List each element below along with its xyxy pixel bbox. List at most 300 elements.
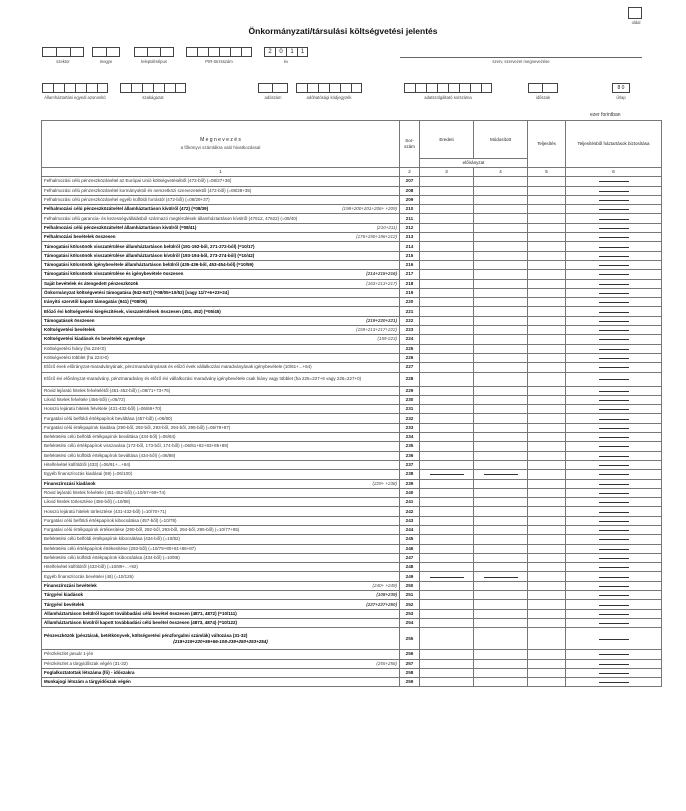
value-cell-col4[interactable] xyxy=(474,516,528,525)
value-cell-col6[interactable] xyxy=(566,572,662,581)
table-row xyxy=(42,442,662,451)
page-number-label: oldal xyxy=(631,20,641,25)
value-cell-col4[interactable] xyxy=(474,591,528,600)
value-cell-col5[interactable] xyxy=(528,214,566,223)
blocked-cell-mark xyxy=(430,470,464,475)
value-cell-col3[interactable] xyxy=(420,223,474,232)
row-label: Előző évi előirányzat-maradvány, pénzmaradvány és előző évi vállalkozási maradvány igénybevétele csak hiány vagy többlet (ha 225=227+6 vagy 226=227+0) xyxy=(42,372,400,386)
value-cell-col6[interactable] xyxy=(566,298,662,307)
value-cell-col3[interactable] xyxy=(420,251,474,260)
value-cell-col5[interactable] xyxy=(528,298,566,307)
value-cell-col6[interactable] xyxy=(566,628,662,650)
row-label: Foglalkoztatottak létszáma (fő) - időszakra xyxy=(42,668,400,677)
value-cell-col4[interactable] xyxy=(474,414,528,423)
table-row xyxy=(42,581,662,590)
value-cell-col3[interactable] xyxy=(420,195,474,204)
value-cell-col4[interactable] xyxy=(474,442,528,451)
value-cell-col5[interactable] xyxy=(528,386,566,395)
value-cell-col4[interactable] xyxy=(474,628,528,650)
value-cell-col6[interactable] xyxy=(566,344,662,353)
value-cell-col3[interactable] xyxy=(420,507,474,516)
blocked-cell-mark xyxy=(599,243,629,248)
value-cell-col6[interactable] xyxy=(566,600,662,609)
value-cell-col5[interactable] xyxy=(528,195,566,204)
value-cell-col4[interactable] xyxy=(474,223,528,232)
value-cell-col3[interactable] xyxy=(420,516,474,525)
sorszam-field[interactable] xyxy=(404,83,492,93)
value-cell-col3[interactable] xyxy=(420,678,474,687)
blocked-cell-mark xyxy=(599,415,629,420)
row-label: Támogatási kölcsönök visszatérülése államháztartáson belülről (191-192-ből, 271-272-ből) (=10/17) xyxy=(42,242,400,251)
value-cell-col5[interactable] xyxy=(528,535,566,544)
value-cell-col6[interactable] xyxy=(566,659,662,668)
page-number-box[interactable] xyxy=(628,7,642,19)
value-cell-col6[interactable] xyxy=(566,223,662,232)
col-header-haztartasi: Teljesítésből háztartások biztosítása xyxy=(566,121,662,168)
value-cell-col6[interactable] xyxy=(566,363,662,372)
value-cell-col6[interactable] xyxy=(566,433,662,442)
value-cell-col4[interactable] xyxy=(474,507,528,516)
value-cell-col3[interactable] xyxy=(420,177,474,186)
table-row xyxy=(42,395,662,404)
value-cell-col6[interactable] xyxy=(566,479,662,488)
value-cell-col6[interactable] xyxy=(566,618,662,627)
value-cell-col5[interactable] xyxy=(528,307,566,316)
value-cell-col4[interactable] xyxy=(474,316,528,325)
table-row xyxy=(42,479,662,488)
row-label: Támogatási kölcsönök visszatérülése és igénybevétele összesen (214+215+216) xyxy=(42,270,400,279)
row-number: 259 xyxy=(400,678,420,687)
value-cell-col4[interactable] xyxy=(474,288,528,297)
value-cell-col6[interactable] xyxy=(566,251,662,260)
value-cell-col5[interactable] xyxy=(528,553,566,562)
value-cell-col5[interactable] xyxy=(528,507,566,516)
value-cell-col3[interactable] xyxy=(420,214,474,223)
blocked-cell-mark xyxy=(599,335,629,340)
row-label: Befektetési célú külföldi értékpapírok kibocsátása (434-ből) (=10/86) xyxy=(42,553,400,562)
row-number: 251 xyxy=(400,591,420,600)
value-cell-col5[interactable] xyxy=(528,563,566,572)
value-cell-col6[interactable] xyxy=(566,668,662,677)
value-cell-col5[interactable] xyxy=(528,288,566,297)
value-cell-col5[interactable] xyxy=(528,628,566,650)
value-cell-col3[interactable] xyxy=(420,423,474,432)
value-cell-col6[interactable] xyxy=(566,405,662,414)
row-label: Munkajogi létszám a tárgyidőszak végén xyxy=(42,678,400,687)
value-cell-col4[interactable] xyxy=(474,433,528,442)
value-cell-col5[interactable] xyxy=(528,372,566,386)
value-cell-col4[interactable] xyxy=(474,214,528,223)
table-row xyxy=(42,507,662,516)
value-cell-col3[interactable] xyxy=(420,260,474,269)
value-cell-col3[interactable] xyxy=(420,668,474,677)
value-cell-col4[interactable] xyxy=(474,525,528,534)
urlap-field[interactable] xyxy=(612,83,630,93)
value-cell-col5[interactable] xyxy=(528,177,566,186)
value-cell-col4[interactable] xyxy=(474,553,528,562)
value-cell-col4[interactable] xyxy=(474,395,528,404)
value-cell-col3[interactable] xyxy=(420,451,474,460)
row-label: Irányító szervtől kapott támogatás (941) (=08/05) xyxy=(42,298,400,307)
value-cell-col3[interactable] xyxy=(420,498,474,507)
value-cell-col3[interactable] xyxy=(420,535,474,544)
row-label: Támogatások összesen (219+220+221) xyxy=(42,316,400,325)
value-cell-col4[interactable] xyxy=(474,535,528,544)
blocked-cell-mark xyxy=(484,470,518,475)
value-cell-col4[interactable] xyxy=(474,572,528,581)
value-cell-col5[interactable] xyxy=(528,442,566,451)
value-cell-col4[interactable] xyxy=(474,460,528,469)
value-cell-col3[interactable] xyxy=(420,488,474,497)
value-cell-col5[interactable] xyxy=(528,233,566,242)
value-cell-col6[interactable] xyxy=(566,316,662,325)
blocked-cell-mark xyxy=(599,224,629,229)
value-cell-col6[interactable] xyxy=(566,186,662,195)
value-cell-col3[interactable] xyxy=(420,553,474,562)
value-cell-col3[interactable] xyxy=(420,650,474,659)
value-cell-col3[interactable] xyxy=(420,609,474,618)
value-cell-col5[interactable] xyxy=(528,609,566,618)
org-name-label: szerv, szervezet megnevezése xyxy=(492,59,550,64)
value-cell-col6[interactable] xyxy=(566,233,662,242)
value-cell-col3[interactable] xyxy=(420,628,474,650)
value-cell-col6[interactable] xyxy=(566,553,662,562)
value-cell-col4[interactable] xyxy=(474,650,528,659)
value-cell-col5[interactable] xyxy=(528,395,566,404)
value-cell-col6[interactable] xyxy=(566,242,662,251)
table-row xyxy=(42,214,662,223)
value-cell-col6[interactable] xyxy=(566,414,662,423)
value-cell-col3[interactable] xyxy=(420,395,474,404)
value-cell-col5[interactable] xyxy=(528,270,566,279)
value-cell-col4[interactable] xyxy=(474,659,528,668)
value-cell-col5[interactable] xyxy=(528,423,566,432)
telepulestipus-field[interactable] xyxy=(134,47,174,57)
row-number: 227 xyxy=(400,363,420,372)
value-cell-col4[interactable] xyxy=(474,298,528,307)
table-row xyxy=(42,223,662,232)
value-cell-col6[interactable] xyxy=(566,270,662,279)
value-cell-col4[interactable] xyxy=(474,279,528,288)
value-cell-col5[interactable] xyxy=(528,600,566,609)
value-cell-col5[interactable] xyxy=(528,405,566,414)
value-cell-col5[interactable] xyxy=(528,678,566,687)
table-row xyxy=(42,563,662,572)
value-cell-col4[interactable] xyxy=(474,405,528,414)
szakagazat-field[interactable] xyxy=(120,83,186,93)
row-formula: (214+215+216) xyxy=(366,271,397,277)
value-cell-col4[interactable] xyxy=(474,451,528,460)
blocked-cell-mark xyxy=(599,591,629,596)
blocked-cell-mark xyxy=(599,489,629,494)
value-cell-col3[interactable] xyxy=(420,307,474,316)
value-cell-col4[interactable] xyxy=(474,195,528,204)
row-number: 231 xyxy=(400,405,420,414)
value-cell-col5[interactable] xyxy=(528,581,566,590)
value-cell-col4[interactable] xyxy=(474,186,528,195)
value-cell-col5[interactable] xyxy=(528,516,566,525)
value-cell-col3[interactable] xyxy=(420,242,474,251)
row-label: Befektetési célú értékpapírok értékesítése (293-ből) (=10/79+80+81+86+87) xyxy=(42,544,400,553)
szektor-field[interactable] xyxy=(42,47,84,57)
value-cell-col4[interactable] xyxy=(474,678,528,687)
value-cell-col6[interactable] xyxy=(566,395,662,404)
value-cell-col6[interactable] xyxy=(566,678,662,687)
value-cell-col3[interactable] xyxy=(420,344,474,353)
value-cell-col3[interactable] xyxy=(420,442,474,451)
row-number: 241 xyxy=(400,498,420,507)
ahaz-id-field[interactable] xyxy=(42,83,108,93)
value-cell-col3[interactable] xyxy=(420,581,474,590)
value-cell-col5[interactable] xyxy=(528,498,566,507)
blocked-cell-mark xyxy=(599,660,629,665)
value-cell-col6[interactable] xyxy=(566,288,662,297)
pir-label: PIR-törzsszám xyxy=(205,59,233,64)
table-row xyxy=(42,205,662,214)
value-cell-col3[interactable] xyxy=(420,372,474,386)
value-cell-col4[interactable] xyxy=(474,498,528,507)
value-cell-col5[interactable] xyxy=(528,316,566,325)
value-cell-col4[interactable] xyxy=(474,205,528,214)
value-cell-col3[interactable] xyxy=(420,205,474,214)
value-cell-col6[interactable] xyxy=(566,195,662,204)
value-cell-col4[interactable] xyxy=(474,488,528,497)
value-cell-col3[interactable] xyxy=(420,659,474,668)
row-number: 207 xyxy=(400,177,420,186)
row-label: Felhalmozási célú pénzeszközátvétel államháztartáson kívülről (=08/41) (210+211) xyxy=(42,223,400,232)
row-label: Hitelfelvétel külföldről (433) (=06/91+...+94) xyxy=(42,460,400,469)
row-number: 216 xyxy=(400,260,420,269)
value-cell-col3[interactable] xyxy=(420,563,474,572)
value-cell-col3[interactable] xyxy=(420,279,474,288)
value-cell-col6[interactable] xyxy=(566,326,662,335)
value-cell-col6[interactable] xyxy=(566,353,662,362)
value-cell-col4[interactable] xyxy=(474,563,528,572)
row-label: Költségvetési többlet (ha 224>0) xyxy=(42,353,400,362)
blocked-cell-mark xyxy=(599,233,629,238)
value-cell-col4[interactable] xyxy=(474,372,528,386)
value-cell-col6[interactable] xyxy=(566,507,662,516)
value-cell-col4[interactable] xyxy=(474,242,528,251)
value-cell-col4[interactable] xyxy=(474,618,528,627)
pir-field[interactable] xyxy=(186,47,252,57)
value-cell-col3[interactable] xyxy=(420,433,474,442)
value-cell-col4[interactable] xyxy=(474,668,528,677)
value-cell-col6[interactable] xyxy=(566,650,662,659)
value-cell-col4[interactable] xyxy=(474,177,528,186)
value-cell-col6[interactable] xyxy=(566,581,662,590)
value-cell-col5[interactable] xyxy=(528,479,566,488)
value-cell-col5[interactable] xyxy=(528,186,566,195)
table-row xyxy=(42,386,662,395)
value-cell-col4[interactable] xyxy=(474,544,528,553)
value-cell-col3[interactable] xyxy=(420,479,474,488)
value-cell-col6[interactable] xyxy=(566,451,662,460)
value-cell-col6[interactable] xyxy=(566,372,662,386)
value-cell-col5[interactable] xyxy=(528,344,566,353)
value-cell-col6[interactable] xyxy=(566,205,662,214)
value-cell-col6[interactable] xyxy=(566,591,662,600)
org-name-field[interactable] xyxy=(400,57,642,58)
adohatosagi-field[interactable] xyxy=(296,83,362,93)
value-cell-col3[interactable] xyxy=(420,600,474,609)
value-cell-col5[interactable] xyxy=(528,414,566,423)
value-cell-col4[interactable] xyxy=(474,260,528,269)
value-cell-col6[interactable] xyxy=(566,460,662,469)
row-number: 230 xyxy=(400,395,420,404)
value-cell-col5[interactable] xyxy=(528,650,566,659)
value-cell-col3[interactable] xyxy=(420,572,474,581)
value-cell-col3[interactable] xyxy=(420,460,474,469)
row-number: 224 xyxy=(400,335,420,344)
table-row xyxy=(42,307,662,316)
value-cell-col4[interactable] xyxy=(474,353,528,362)
value-cell-col6[interactable] xyxy=(566,525,662,534)
megye-field[interactable] xyxy=(92,47,120,57)
value-cell-col4[interactable] xyxy=(474,335,528,344)
value-cell-col5[interactable] xyxy=(528,618,566,627)
idoszak-field[interactable] xyxy=(528,83,558,93)
value-cell-col6[interactable] xyxy=(566,260,662,269)
table-row xyxy=(42,516,662,525)
value-cell-col6[interactable] xyxy=(566,563,662,572)
value-cell-col5[interactable] xyxy=(528,353,566,362)
value-cell-col6[interactable] xyxy=(566,488,662,497)
value-cell-col3[interactable] xyxy=(420,186,474,195)
blocked-cell-mark xyxy=(599,196,629,201)
table-row xyxy=(42,591,662,600)
value-cell-col5[interactable] xyxy=(528,251,566,260)
row-formula: (159-223) xyxy=(377,336,397,342)
row-label: Likvid hitelek törlesztése (456-ből) (=10/88) xyxy=(42,498,400,507)
value-cell-col5[interactable] xyxy=(528,335,566,344)
value-cell-col5[interactable] xyxy=(528,242,566,251)
value-cell-col3[interactable] xyxy=(420,335,474,344)
value-cell-col4[interactable] xyxy=(474,270,528,279)
value-cell-col4[interactable] xyxy=(474,581,528,590)
blocked-cell-mark xyxy=(599,461,629,466)
adoszam-field[interactable] xyxy=(258,83,288,93)
value-cell-col4[interactable] xyxy=(474,233,528,242)
value-cell-col6[interactable] xyxy=(566,335,662,344)
value-cell-col5[interactable] xyxy=(528,572,566,581)
value-cell-col4[interactable] xyxy=(474,344,528,353)
value-cell-col4[interactable] xyxy=(474,326,528,335)
row-label: Befektetési célú külföldi értékpapírok beváltása (434-ből) (=06/88) xyxy=(42,451,400,460)
value-cell-col5[interactable] xyxy=(528,659,566,668)
table-row xyxy=(42,668,662,677)
value-cell-col4[interactable] xyxy=(474,386,528,395)
value-cell-col3[interactable] xyxy=(420,270,474,279)
value-cell-col4[interactable] xyxy=(474,600,528,609)
value-cell-col3[interactable] xyxy=(420,363,474,372)
value-cell-col6[interactable] xyxy=(566,442,662,451)
value-cell-col4[interactable] xyxy=(474,307,528,316)
value-cell-col6[interactable] xyxy=(566,498,662,507)
table-row xyxy=(42,488,662,497)
value-cell-col5[interactable] xyxy=(528,363,566,372)
value-cell-col3[interactable] xyxy=(420,405,474,414)
adohatosagi-label: adóhatósági kódjegyzék xyxy=(306,95,352,100)
value-cell-col3[interactable] xyxy=(420,470,474,479)
row-label: Felhalmozási célú pénzeszközátvétel államháztartáson kívülről (472) (=08/39) (198+200+201+206+ +209) xyxy=(42,205,400,214)
value-cell-col4[interactable] xyxy=(474,423,528,432)
table-row xyxy=(42,414,662,423)
row-label: Befektetési célú értékpapírok visszavása (172-ből, 173-ből, 174-ből) (=06/81+82+83+85+89) xyxy=(42,442,400,451)
row-label: Felhalmozási célú pénzeszközátvétel kormányoktól és nemzetközi szervezetektől (472-ből) (=08/28+35) xyxy=(42,186,400,195)
row-number: 210 xyxy=(400,205,420,214)
year-field[interactable] xyxy=(264,47,308,57)
row-label: Előző évi költségvetési kiegészítések, visszatérülések összesen (451, 452) (=05/45) xyxy=(42,307,400,316)
value-cell-col4[interactable] xyxy=(474,251,528,260)
value-cell-col5[interactable] xyxy=(528,223,566,232)
value-cell-col6[interactable] xyxy=(566,177,662,186)
value-cell-col5[interactable] xyxy=(528,544,566,553)
value-cell-col3[interactable] xyxy=(420,316,474,325)
urlap-number: 8 0 xyxy=(617,85,625,91)
row-label: Felhalmozási célú garancia- és kezességvállalásból származó megtérülések államháztartáson kívülről (47612, 47622) (=08/40) xyxy=(42,214,400,223)
value-cell-col3[interactable] xyxy=(420,525,474,534)
value-cell-col5[interactable] xyxy=(528,326,566,335)
value-cell-col6[interactable] xyxy=(566,535,662,544)
value-cell-col6[interactable] xyxy=(566,423,662,432)
value-cell-col3[interactable] xyxy=(420,544,474,553)
value-cell-col4[interactable] xyxy=(474,470,528,479)
row-number: 220 xyxy=(400,298,420,307)
value-cell-col5[interactable] xyxy=(528,525,566,534)
value-cell-col6[interactable] xyxy=(566,214,662,223)
value-cell-col3[interactable] xyxy=(420,326,474,335)
value-cell-col6[interactable] xyxy=(566,470,662,479)
value-cell-col6[interactable] xyxy=(566,544,662,553)
value-cell-col6[interactable] xyxy=(566,279,662,288)
value-cell-col5[interactable] xyxy=(528,433,566,442)
value-cell-col5[interactable] xyxy=(528,668,566,677)
row-formula: (229+ +238) xyxy=(372,480,397,486)
value-cell-col6[interactable] xyxy=(566,386,662,395)
value-cell-col3[interactable] xyxy=(420,414,474,423)
value-cell-col4[interactable] xyxy=(474,479,528,488)
value-cell-col5[interactable] xyxy=(528,591,566,600)
value-cell-col3[interactable] xyxy=(420,386,474,395)
value-cell-col6[interactable] xyxy=(566,609,662,618)
row-label: Költségvetési hiány (ha 224<0) xyxy=(42,344,400,353)
value-cell-col3[interactable] xyxy=(420,618,474,627)
value-cell-col6[interactable] xyxy=(566,307,662,316)
value-cell-col6[interactable] xyxy=(566,516,662,525)
value-cell-col5[interactable] xyxy=(528,205,566,214)
value-cell-col3[interactable] xyxy=(420,353,474,362)
value-cell-col5[interactable] xyxy=(528,260,566,269)
blocked-cell-mark xyxy=(430,573,464,578)
value-cell-col4[interactable] xyxy=(474,609,528,618)
value-cell-col5[interactable] xyxy=(528,460,566,469)
row-label: Finanszírozási kiadások (229+ +238) xyxy=(42,479,400,488)
col-number: 4 xyxy=(474,168,528,177)
row-number: 219 xyxy=(400,288,420,297)
value-cell-col5[interactable] xyxy=(528,488,566,497)
value-cell-col5[interactable] xyxy=(528,279,566,288)
value-cell-col3[interactable] xyxy=(420,591,474,600)
row-formula: (159+213+217+222) xyxy=(356,327,397,333)
value-cell-col5[interactable] xyxy=(528,451,566,460)
value-cell-col3[interactable] xyxy=(420,288,474,297)
value-cell-col4[interactable] xyxy=(474,363,528,372)
value-cell-col3[interactable] xyxy=(420,233,474,242)
row-label: Önkormányzat költségvetési támogatása (942-947) (=08/05+10/52) [vagy 11/7+6+23+24] xyxy=(42,288,400,297)
value-cell-col5[interactable] xyxy=(528,470,566,479)
value-cell-col3[interactable] xyxy=(420,298,474,307)
